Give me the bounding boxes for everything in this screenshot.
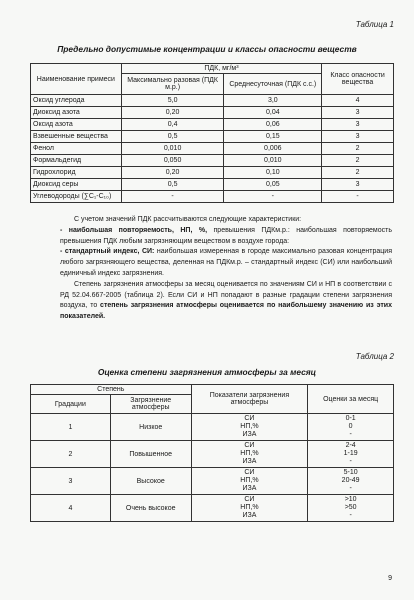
- indicator-line: СИ: [244, 415, 255, 422]
- class-cell: 3: [322, 107, 394, 119]
- avg-cell: 0,10: [224, 167, 322, 179]
- estimate-cell: [308, 468, 394, 495]
- table1-label: Таблица 1: [355, 20, 394, 29]
- table-row: [31, 167, 394, 179]
- substance-cell: Формальдегид: [31, 155, 122, 167]
- gradation-cell: 3: [31, 468, 111, 495]
- estimate-line: -: [349, 458, 352, 465]
- estimate-line: 20-49: [341, 477, 360, 484]
- max-cell: 5,0: [121, 95, 224, 107]
- estimate-cell: [308, 414, 394, 441]
- indicator-line: ИЗА: [242, 431, 257, 438]
- header-estimate: Оценки за месяц: [308, 385, 394, 414]
- np-definition: превышения ПДКм.р.: наибольшая повторяемость превышения ПДК любым загрязняющим веществом в воздухе города:: [60, 226, 392, 245]
- substance-cell: Диоксид серы: [31, 179, 122, 191]
- indicator-line: ИЗА: [242, 512, 257, 519]
- table-row: [31, 95, 394, 107]
- substance-cell: Взвешенные вещества: [31, 131, 122, 143]
- table-row: [31, 119, 394, 131]
- paragraph-si: [60, 247, 392, 279]
- table-row: [31, 191, 394, 203]
- avg-cell: 0,15: [224, 131, 322, 143]
- estimate-line: 0: [348, 423, 353, 430]
- table-row: [31, 107, 394, 119]
- gradation-cell: 2: [31, 441, 111, 468]
- max-cell: 0,4: [121, 119, 224, 131]
- header-pollution: Загрязнение атмосферы: [110, 395, 191, 414]
- level-cell: Очень высокое: [110, 495, 191, 522]
- table-row: [31, 441, 394, 468]
- si-definition: наибольшая измеренная в городе максимально разовая концентрация любого загрязняющего вещества, деленная на ПДКм.р. – стандартный индекс (СИ) или наибольший единичный индекс загрязнения.: [60, 248, 392, 277]
- level-cell: Повышенное: [110, 441, 191, 468]
- body-text: [60, 215, 392, 323]
- indicator-line: НП,%: [240, 423, 259, 430]
- avg-cell: 0,010: [224, 155, 322, 167]
- class-cell: 3: [322, 119, 394, 131]
- estimate-cell: [308, 495, 394, 522]
- max-cell: -: [121, 191, 224, 203]
- table-row: [31, 143, 394, 155]
- table-row: [31, 468, 394, 495]
- degree-text: Степень загрязнения атмосферы за месяц оценивается по значениям СИ и НП в соответствии с РД 52.04.667-2005 (таблица 2). Если СИ и НП попадают в разные градации степени загрязнения воздуха, то: [60, 280, 392, 310]
- indicator-line: СИ: [244, 496, 255, 503]
- header-class: Класс опасности вещества: [322, 64, 394, 95]
- estimate-line: -: [349, 431, 352, 438]
- estimate-line: 0-1: [345, 415, 356, 422]
- max-cell: 0,20: [121, 107, 224, 119]
- np-term: - наибольшая повторяемость, НП, %,: [60, 226, 208, 234]
- max-cell: 0,5: [121, 131, 224, 143]
- header-max: Максимально разовая (ПДК м.р.): [121, 74, 224, 95]
- substance-cell: Углеводороды (∑C₁-C₁₀): [31, 191, 122, 203]
- header-indicators: Показатели загрязнения атмосферы: [191, 385, 308, 414]
- avg-cell: 3,0: [224, 95, 322, 107]
- estimate-line: 2-4: [345, 442, 356, 449]
- indicator-line: ИЗА: [242, 485, 257, 492]
- class-cell: 3: [322, 179, 394, 191]
- max-cell: 0,5: [121, 179, 224, 191]
- indicator-cell: [191, 414, 308, 441]
- max-cell: 0,20: [121, 167, 224, 179]
- indicator-line: СИ: [244, 469, 255, 476]
- table-row: [31, 131, 394, 143]
- max-cell: 0,050: [121, 155, 224, 167]
- page-number: 9: [388, 575, 392, 582]
- avg-cell: 0,06: [224, 119, 322, 131]
- table2-title: Оценка степени загрязнения атмосферы за месяц: [97, 367, 317, 377]
- avg-cell: 0,04: [224, 107, 322, 119]
- paragraph-np: [60, 226, 392, 248]
- pollution-table: [30, 384, 394, 522]
- substance-cell: Диоксид азота: [31, 107, 122, 119]
- indicator-line: СИ: [244, 442, 255, 449]
- pdk-table: [30, 63, 394, 203]
- indicator-line: НП,%: [240, 477, 259, 484]
- gradation-cell: 4: [31, 495, 111, 522]
- class-cell: -: [322, 191, 394, 203]
- level-cell: Высокое: [110, 468, 191, 495]
- indicator-cell: [191, 468, 308, 495]
- header-degree: Степень: [31, 385, 192, 395]
- avg-cell: -: [224, 191, 322, 203]
- paragraph-intro: С учетом значений ПДК рассчитываются следующие характеристики:: [74, 216, 302, 223]
- paragraph-degree: [60, 280, 392, 323]
- avg-cell: 0,05: [224, 179, 322, 191]
- indicator-cell: [191, 495, 308, 522]
- class-cell: 4: [322, 95, 394, 107]
- class-cell: 2: [322, 167, 394, 179]
- estimate-cell: [308, 441, 394, 468]
- class-cell: 2: [322, 155, 394, 167]
- table-row: [31, 495, 394, 522]
- indicator-line: ИЗА: [242, 458, 257, 465]
- indicator-line: НП,%: [240, 504, 259, 511]
- table2-label: Таблица 2: [355, 352, 394, 361]
- degree-bold-text: степень загрязнения атмосферы оценивается по наибольшему значению из этих показателей.: [60, 302, 392, 321]
- header-name: Наименование примеси: [31, 64, 122, 95]
- substance-cell: Оксид азота: [31, 119, 122, 131]
- table-row: [31, 155, 394, 167]
- estimate-line: -: [349, 512, 352, 519]
- indicator-cell: [191, 441, 308, 468]
- si-term: - стандартный индекс, СИ:: [60, 248, 155, 256]
- table-row: [31, 414, 394, 441]
- estimate-line: >50: [344, 504, 357, 511]
- max-cell: 0,010: [121, 143, 224, 155]
- class-cell: 2: [322, 143, 394, 155]
- substance-cell: Гидрохлорид: [31, 167, 122, 179]
- table1-title: Предельно допустимые концентрации и классы опасности веществ: [57, 44, 357, 54]
- indicator-line: НП,%: [240, 450, 259, 457]
- substance-cell: Оксид углерода: [31, 95, 122, 107]
- header-pdk: ПДК, мг/м³: [121, 64, 321, 74]
- gradation-cell: 1: [31, 414, 111, 441]
- substance-cell: Фенол: [31, 143, 122, 155]
- estimate-line: 5-10: [343, 469, 358, 476]
- header-gradation: Градации: [31, 395, 111, 414]
- estimate-line: 1-19: [343, 450, 358, 457]
- table-row: [31, 179, 394, 191]
- class-cell: 3: [322, 131, 394, 143]
- estimate-line: -: [349, 485, 352, 492]
- avg-cell: 0,006: [224, 143, 322, 155]
- estimate-line: >10: [344, 496, 357, 503]
- header-avg: Среднесуточная (ПДК с.с.): [224, 74, 322, 95]
- level-cell: Низкое: [110, 414, 191, 441]
